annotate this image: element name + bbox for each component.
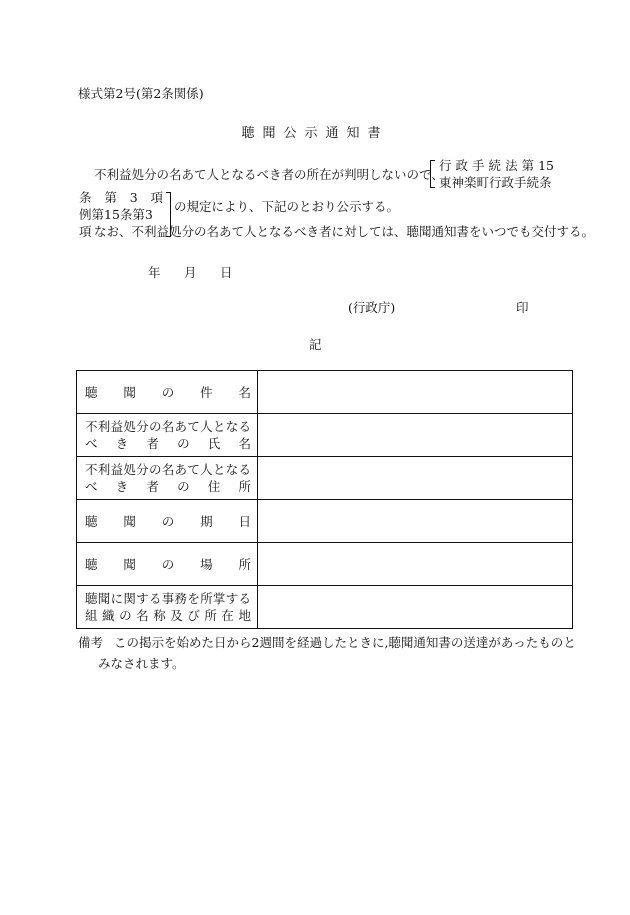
- label-char: の: [161, 384, 175, 400]
- law-char: 政: [455, 158, 469, 173]
- form-label: 様式第2号(第2条関係): [78, 86, 204, 101]
- label-char: 件: [200, 384, 213, 400]
- label-char: 場: [200, 556, 213, 572]
- law-char: 3: [129, 190, 138, 205]
- row-value-hearing-date: [258, 500, 573, 543]
- table-row: [77, 414, 573, 457]
- label-char: の: [161, 556, 175, 572]
- row-label-party-address: 不利益処分の名あて人となるべき者の住所: [77, 457, 258, 500]
- law-char: 続: [488, 158, 502, 173]
- note-line-2: みなされます。: [98, 656, 185, 671]
- row-label-hearing-place: [77, 543, 258, 586]
- document-title: 聴聞公示通知書: [241, 126, 389, 141]
- label-char: 期: [200, 513, 213, 529]
- row-value-party-name: [258, 414, 573, 457]
- authority-label: (行政庁): [348, 300, 396, 315]
- row-label-hearing-date: [77, 500, 258, 543]
- law-char: 15: [538, 158, 554, 173]
- note-line-1: この掲示を始めた日から2週間を経過したときに,聴聞通知書の送達があったものと: [114, 635, 576, 650]
- note-heading: 備考: [78, 635, 104, 650]
- date-year: 年: [148, 265, 161, 280]
- table-row: [77, 457, 573, 500]
- law-reference-bracket-right: [430, 157, 554, 191]
- label-char: 聞: [123, 384, 136, 400]
- law-right-line-1: [430, 157, 554, 174]
- law-left-line-1: [79, 189, 171, 206]
- row-value-party-address: [258, 457, 573, 500]
- seal-mark: 印: [516, 300, 529, 315]
- law-char: 第: [521, 158, 535, 173]
- paragraph-1-lead: 不利益処分の名あて人となるべき者の所在が判明しないので、: [94, 167, 444, 182]
- law-left-line-2: 例第15条第3項: [79, 207, 153, 239]
- bracket-left-mark: [430, 160, 435, 188]
- ki-heading: 記: [309, 337, 322, 352]
- table-row: [77, 543, 573, 586]
- label-char: 聞: [123, 513, 136, 529]
- table-row: [77, 500, 573, 543]
- law-char: 項: [150, 190, 163, 205]
- label-char: の: [161, 513, 175, 529]
- notice-items-table: [76, 370, 573, 629]
- law-char: 手: [472, 158, 485, 173]
- table-row: [77, 371, 573, 414]
- paragraph-2: なお、不利益処分の名あて人となるべき者に対しては、聴聞通知書をいつでも交付する。: [94, 224, 595, 239]
- label-char: 聞: [123, 556, 136, 572]
- row-label-office: 聴聞に関する事務を所掌する組織の名称及び所在地: [77, 586, 258, 629]
- label-char: 聴: [85, 384, 98, 400]
- table-row: [77, 586, 573, 629]
- label-char: 所: [238, 556, 251, 572]
- date-day: 日: [220, 265, 233, 280]
- law-right-line-2: 東神楽町行政手続条: [439, 175, 552, 190]
- label-char: 聴: [85, 513, 98, 529]
- law-char: 行: [439, 158, 452, 173]
- law-char: 条: [79, 190, 92, 205]
- law-char: 法: [505, 158, 518, 173]
- label-char: 名: [238, 384, 251, 400]
- row-label-hearing-subject: [77, 371, 258, 414]
- label-char: 聴: [85, 556, 98, 572]
- date-month: 月: [184, 265, 197, 280]
- row-value-office: [258, 586, 573, 629]
- row-value-hearing-place: [258, 543, 573, 586]
- label-char: 日: [238, 513, 251, 529]
- law-char: 第: [104, 190, 117, 205]
- paragraph-1-tail: の規定により、下記のとおり公示する。: [174, 199, 400, 214]
- row-value-hearing-subject: [258, 371, 573, 414]
- row-label-party-name: 不利益処分の名あて人となるべき者の氏名: [77, 414, 258, 457]
